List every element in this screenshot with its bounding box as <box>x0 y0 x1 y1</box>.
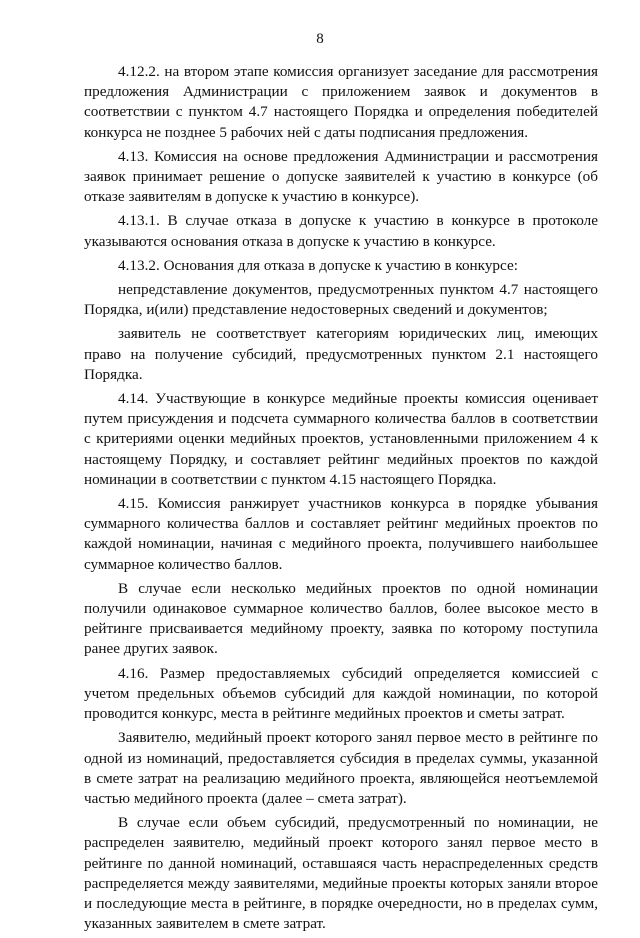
paragraph-4-12-2: 4.12.2. на втором этапе комиссия организует заседание для рассмотрения предложения Администрации с приложением заявок и документов в соответствии с пунктом 4.7 настоящего Порядка и определения победителей конкурса не позднее 5 рабочих ней с даты подписания предложения. <box>84 63 598 141</box>
paragraph-4-13-1: 4.13.1. В случае отказа в допуске к участию в конкурсе в протоколе указываются основания отказа в допуске к участию в конкурсе. <box>84 212 598 250</box>
paragraph-ground-1: непредставление документов, предусмотренных пунктом 4.7 настоящего Порядка, и(или) представление недостоверных сведений и документов; <box>84 281 598 319</box>
paragraph-4-13: 4.13. Комиссия на основе предложения Администрации и рассмотрения заявок принимает решение о допуске заявителей к участию в конкурсе (об отказе заявителям в допуске к участию в конкурсе). <box>84 147 598 206</box>
paragraph-first-place: Заявителю, медийный проект которого занял первое место в рейтинге по одной из номинаций, предоставляется субсидия в пределах суммы, указанной в смете затрат на реализацию медийного проекта, являющейся неотъемлемой частью медийного проекта (далее – смета затрат). <box>84 729 598 807</box>
paragraph-tie-rule: В случае если несколько медийных проектов по одной номинации получили одинаковое суммарное количество баллов, более высокое место в рейтинге присваивается медийному проекту, заявка по которому поступила ранее других заявок. <box>84 579 598 658</box>
document-body <box>84 62 598 938</box>
paragraph-4-14: 4.14. Участвующие в конкурсе медийные проекты комиссия оценивает путем присуждения и подсчета суммарного количества баллов в соответствии с критериями оценки медийных проектов, установленными приложением 4 к настоящему Порядку, и составляет рейтинг медийных проектов по каждой номинации в соответствии с пунктом 4.15 настоящего Порядка. <box>84 390 598 488</box>
paragraph-4-15: 4.15. Комиссия ранжирует участников конкурса в порядке убывания суммарного количества баллов и составляет рейтинг медийных проектов по каждой номинации, начиная с медийного проекта, получившего наибольшее суммарное количество баллов. <box>84 495 598 573</box>
paragraph-4-16: 4.16. Размер предоставляемых субсидий определяется комиссией с учетом предельных объемов субсидий для каждой номинации, по которой проводится конкурс, места в рейтинге медийных проектов и сметы затрат. <box>84 664 598 723</box>
paragraph-remaining-funds: В случае если объем субсидий, предусмотренный по номинации, не распределен заявителю, медийный проект которого занял первое место в рейтинге по данной номинаций, оставшаяся часть нераспределенных средств распределяется между заявителями, медийные проекты которых заняли второе и последующие места в рейтинге, в порядке очередности, но в пределах сумм, указанных заявителем в смете затрат. <box>84 814 598 933</box>
page-number: 8 <box>316 31 324 47</box>
paragraph-ground-2: заявитель не соответствует категориям юридических лиц, имеющих право на получение субсидий, предусмотренных пунктом 2.1 настоящего Порядка. <box>84 325 598 383</box>
paragraph-4-13-2: 4.13.2. Основания для отказа в допуске к участию в конкурсе: <box>118 256 518 274</box>
